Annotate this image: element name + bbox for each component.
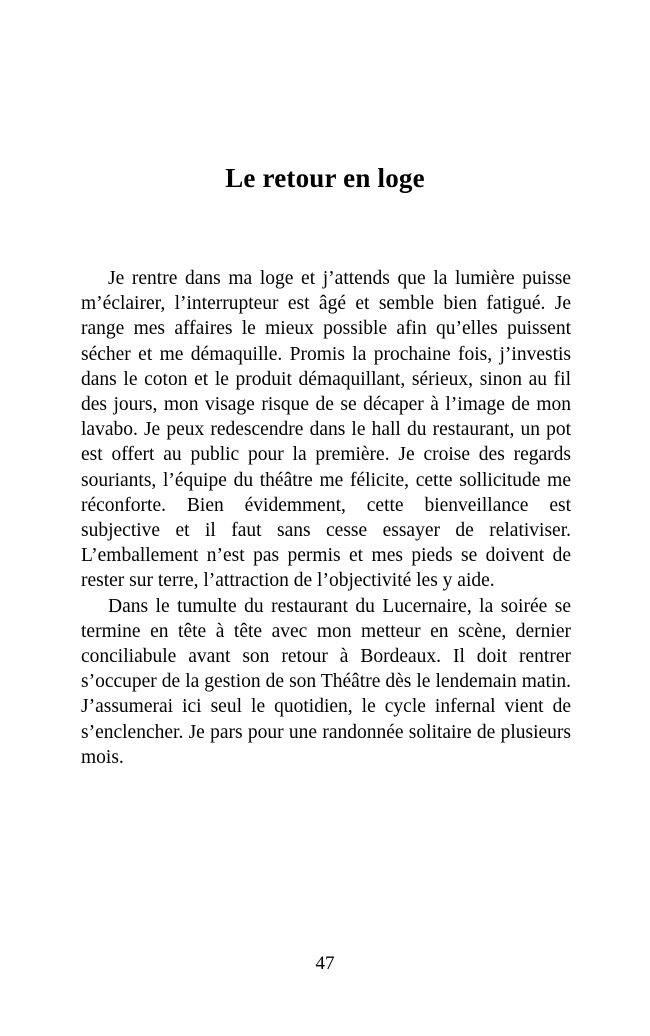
body-text (81, 266, 571, 770)
chapter-title: Le retour en loge (225, 163, 425, 193)
paragraph-2: Dans le tumulte du restaurant du Lucernaire, la soirée se termine en tête à tête avec mon metteur en scène, dernier conciliabule avant son retour à Bordeaux. Il doit rentrer s’occuper de la gestion de son Théâtre dès le lendemain matin. J’assumerai ici seul le quotidien, le cycle infernal vient de s’enclencher. Je pars pour une randonnée solitaire de plusieurs mois. (81, 595, 571, 768)
paragraph-1: Je rentre dans ma loge et j’attends que la lumière puisse m’éclairer, l’interrupteur est âgé et semble bien fatigué. Je range mes affaires le mieux possible afin qu’elles puissent sécher et me démaquille. Promis la prochaine fois, j’investis dans le coton et le produit démaquillant, sérieux, sinon au fil des jours, mon visage risque de se décaper à l’image de mon lavabo. Je peux redescendre dans le hall du restaurant, un pot est offert au public pour la première. Je croise des regards souriants, l’équipe du théâtre me félicite, cette sollicitude me réconforte. Bien évidemment, cette bienveillance est subjective et il faut sans cesse essayer de relativiser. L’emballement n’est pas permis et mes pieds se doivent de rester sur terre, l’attraction de l’objectivité les y aide. (81, 268, 571, 592)
page-number: 47 (315, 953, 335, 974)
